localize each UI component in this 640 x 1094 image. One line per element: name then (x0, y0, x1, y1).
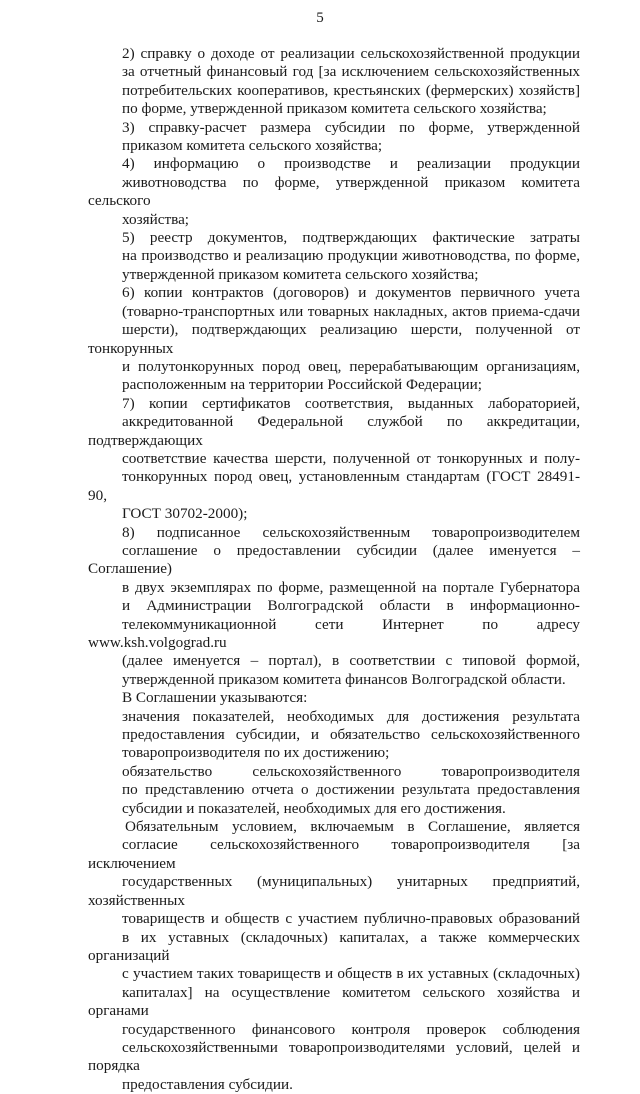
paragraph (88, 395, 580, 524)
text-line: обязательство сельскохозяйственного товаропроизводителя (122, 762, 580, 780)
text-line: тонкорунных пород овец, установленным стандартам (ГОСТ 28491-90, (88, 468, 580, 504)
text-line: утвержденной приказом комитета финансов Волгоградской области. (122, 670, 566, 688)
text-line: 4) информацию о производстве и реализации продукции (122, 155, 580, 173)
text-line: 2) справку о доходе от реализации сельскохозяйственной продукции (122, 45, 580, 62)
text-line: в их уставных (складочных) капиталах, а также коммерческих организаций (88, 928, 580, 964)
paragraph (88, 155, 580, 229)
text-line: субсидии и показателей, необходимых для его достижения. (122, 799, 506, 817)
paragraph (88, 763, 580, 818)
paragraph (88, 229, 580, 284)
text-line: по форме, утвержденной приказом комитета сельского хозяйства; (122, 100, 547, 118)
page-number: 5 (316, 10, 324, 26)
text-line: соглашение о предоставлении субсидии (далее именуется – Соглашение) (88, 541, 580, 578)
text-line: предоставления субсидии, и обязательство сельскохозяйственного (122, 726, 580, 744)
text-line: капиталах] на осуществление комитетом сельского хозяйства и органами (88, 983, 580, 1020)
text-line: сельскохозяйственными товаропроизводителями условий, целей и порядка (88, 1038, 580, 1075)
text-line: 6) копии контрактов (договоров) и документов первичного учета (122, 284, 580, 302)
text-line: 5) реестр документов, подтверждающих фактические затраты (122, 229, 580, 247)
text-line: за отчетный финансовый год [за исключением сельскохозяйственных (122, 63, 580, 81)
text-line: расположенным на территории Российской Федерации; (122, 376, 482, 394)
paragraph (88, 524, 580, 690)
text-line: товаропроизводителя по их достижению; (122, 744, 390, 762)
text-line: согласие сельскохозяйственного товаропроизводителя [за исключением (88, 836, 580, 872)
text-line: телекоммуникационной сети Интернет по адресу www.ksh.volgograd.ru (88, 615, 580, 651)
text-line: (товарно-транспортных или товарных накладных, актов приема-сдачи (122, 302, 580, 320)
paragraph (88, 45, 580, 119)
paragraph (88, 818, 580, 1094)
text-line: товариществ и обществ с участием публично-правовых образований (122, 910, 580, 928)
text-line: государственного финансового контроля проверок соблюдения (122, 1020, 580, 1038)
paragraph (88, 119, 580, 156)
text-line: шерсти), подтверждающих реализацию шерсти, полученной от тонкорунных (88, 321, 580, 357)
text-line: значения показателей, необходимых для достижения результата (122, 707, 580, 725)
text-line: потребительских кооперативов, крестьянских (фермерских) хозяйств] (122, 81, 580, 99)
text-line: соответствие качества шерсти, полученной от тонкорунных и полу- (122, 449, 580, 467)
text-line: В Соглашении указываются: (122, 689, 308, 707)
text-line: государственных (муниципальных) унитарных предприятий, хозяйственных (88, 873, 580, 909)
text-line: и полутонкорунных пород овец, перерабатывающим организациям, (122, 357, 580, 375)
text-line: и Администрации Волгоградской области в информационно- (122, 597, 580, 615)
text-line: (далее именуется – портал), в соответствии с типовой формой, (122, 652, 580, 670)
paragraph (88, 708, 580, 763)
text-line: 7) копии сертификатов соответствия, выданных лабораторией, (122, 394, 580, 412)
text-line: Обязательным условием, включаемым в Соглашение, является (125, 818, 580, 836)
text-line: 8) подписанное сельскохозяйственным товаропроизводителем (122, 523, 580, 541)
text-line: утвержденной приказом комитета сельского хозяйства; (122, 265, 479, 283)
document-body (88, 45, 580, 1094)
text-line: хозяйства; (122, 210, 190, 228)
paragraph (88, 689, 580, 707)
paragraph (88, 284, 580, 394)
text-line: ГОСТ 30702-2000); (122, 505, 248, 523)
text-line: аккредитованной Федеральной службой по аккредитации, подтверждающих (88, 413, 580, 449)
text-line: в двух экземплярах по форме, размещенной на портале Губернатора (122, 578, 580, 596)
text-line: с участием таких товариществ и обществ в их уставных (складочных) (122, 965, 580, 983)
text-line: 3) справку-расчет размера субсидии по форме, утвержденной (122, 118, 580, 136)
text-line: на производство и реализацию продукции животноводства, по форме, (122, 247, 580, 265)
text-line: приказом комитета сельского хозяйства; (122, 137, 383, 155)
text-line: предоставления субсидии. (122, 1075, 293, 1093)
text-line: по представлению отчета о достижении результата предоставления (122, 781, 580, 799)
text-line: животноводства по форме, утвержденной приказом комитета сельского (88, 173, 580, 210)
